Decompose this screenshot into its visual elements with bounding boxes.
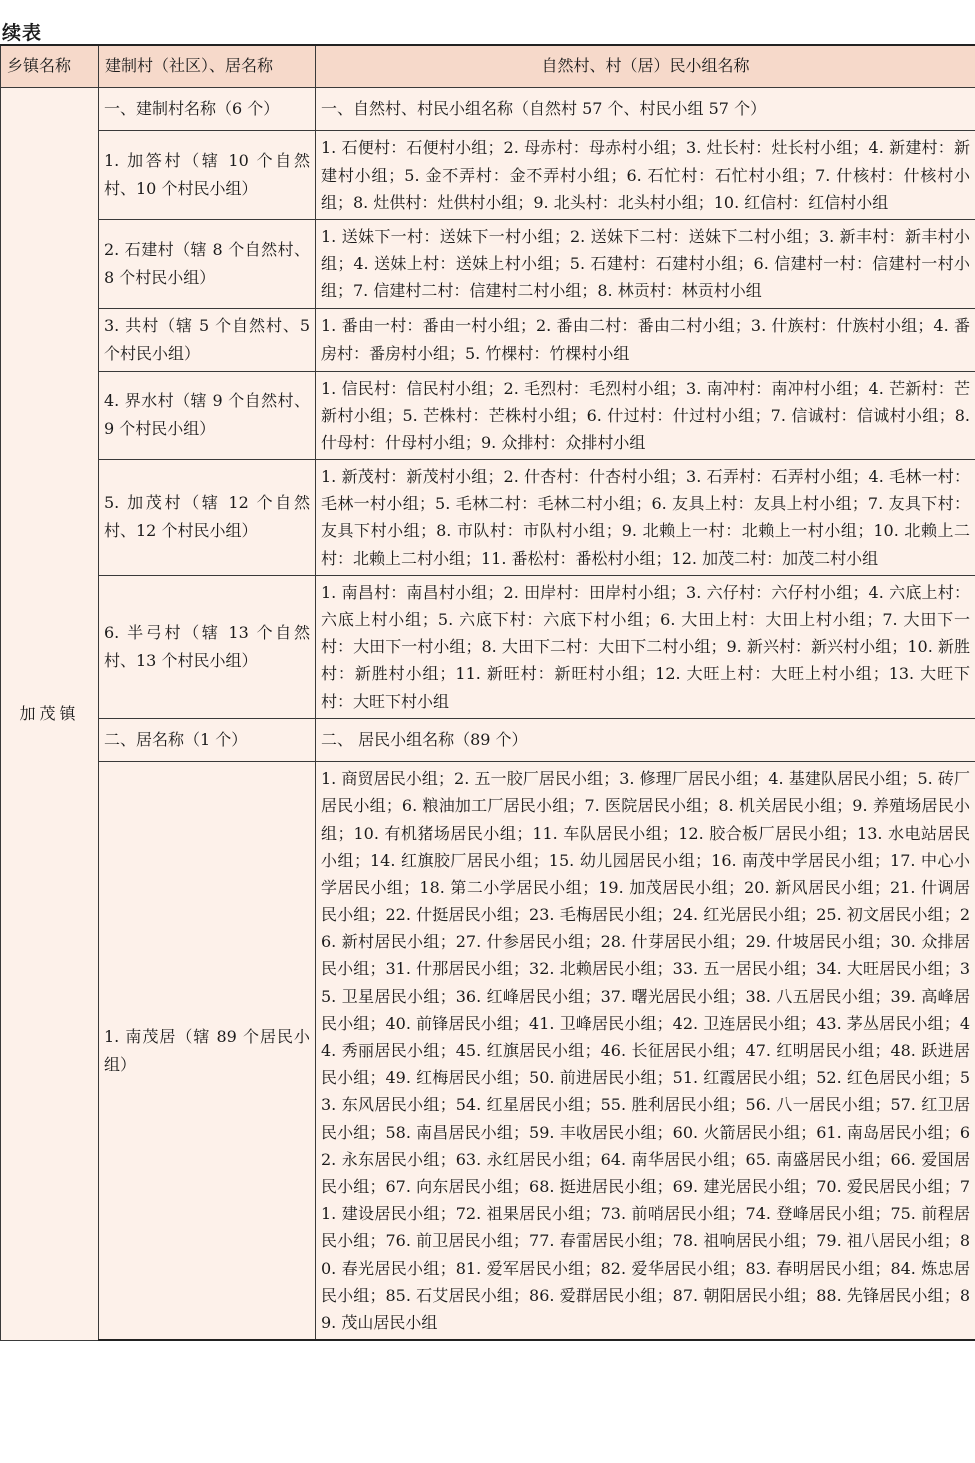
village-groups: 1. 石便村：石便村小组；2. 母赤村：母赤村小组；3. 灶长村：灶长村小组；4. 新建村：新建村小组；5. 金不弄村：金不弄村小组；6. 石忙村：石忙村小组；7. 什核村：什核村小组；8. 灶供村：灶供村小组；9. 北头村：北头村小组；10. 红信村：红信村小组	[316, 131, 975, 220]
village-row	[1, 371, 975, 460]
village-groups: 1. 送妹下一村：送妹下一村小组；2. 送妹下二村：送妹下二村小组；3. 新丰村：新丰村小组；4. 送妹上村：送妹上村小组；5. 石建村：石建村小组；6. 信建村一村：信建村一村小组；7. 信建村二村：信建村二村小组；8. 林贡村：林贡村小组	[316, 219, 975, 308]
village-name: 6. 半弓村（辖 13 个自然村、13 个村民小组）	[99, 575, 316, 718]
ju-groups: 1. 商贸居民小组；2. 五一胶厂居民小组；3. 修理厂居民小组；4. 基建队居民小组；5. 砖厂居民小组；6. 粮油加工厂居民小组；7. 医院居民小组；8. 机关居民小组；9. 养殖场居民小组；10. 有机猪场居民小组；11. 车队居民小组；12. 胶合板厂居民小组；13. 水电站居民小组；14. 红旗胶厂居民小组；15. 幼儿园居民小组；16. 南茂中学居民小组；17. 中心小学居民小组；18. 第二小学居民小组；19. 加茂居民小组；20. 新风居民小组；21. 什调居民小组；22. 什挺居民小组；23. 毛梅居民小组；24. 红光居民小组；25. 初文居民小组；26. 新村居民小组；27. 什参居民小组；28. 什芽居民小组；29. 什坡居民小组；30. 众排居民小组；31. 什那居民小组；32. 北赖居民小组；33. 五一居民小组；34. 大旺居民小组；35. 卫星居民小组；36. 红峰居民小组；37. 曙光居民小组；38. 八五居民小组；39. 高峰居民小组；40. 前锋居民小组；41. 卫峰居民小组；42. 卫连居民小组；43. 茅丛居民小组；44. 秀丽居民小组；45. 红旗居民小组；46. 长征居民小组；47. 红明居民小组；48. 跃进居民小组；49. 红梅居民小组；50. 前进居民小组；51. 红霞居民小组；52. 红色居民小组；53. 东风居民小组；54. 红星居民小组；55. 胜利居民小组；56. 八一居民小组；57. 红卫居民小组；58. 南昌居民小组；59. 丰收居民小组；60. 火箭居民小组；61. 南岛居民小组；62. 永东居民小组；63. 永红居民小组；64. 南华居民小组；65. 南盛居民小组；66. 爱国居民小组；67. 向东居民小组；68. 挺进居民小组；69. 建光居民小组；70. 爱民居民小组；71. 建设居民小组；72. 祖果居民小组；73. 前哨居民小组；74. 登峰居民小组；75. 前程居民小组；76. 前卫居民小组；77. 春雷居民小组；78. 祖响居民小组；79. 祖八居民小组；80. 春光居民小组；81. 爱军居民小组；82. 爱华居民小组；83. 春明居民小组；84. 炼忠居民小组；85. 石艾居民小组；86. 爱群居民小组；87. 朝阳居民小组；88. 先锋居民小组；89. 茂山居民小组	[316, 762, 975, 1340]
town-name: 加茂镇	[1, 88, 99, 1341]
settlement-table	[0, 44, 975, 1341]
ju-section-subtitle: 二、 居民小组名称（89 个）	[316, 718, 975, 761]
village-groups: 1. 信民村：信民村小组；2. 毛烈村：毛烈村小组；3. 南冲村：南冲村小组；4. 芒新村：芒新村小组；5. 芒株村：芒株村小组；6. 什过村：什过村小组；7. 信诚村：信诚村小组；8. 什母村：什母村小组；9. 众排村：众排村小组	[316, 371, 975, 460]
village-row	[1, 308, 975, 371]
village-groups: 1. 番由一村：番由一村小组；2. 番由二村：番由二村小组；3. 什族村：什族村小组；4. 番房村：番房村小组；5. 竹棵村：竹棵村小组	[316, 308, 975, 371]
header-natural-village: 自然村、村（居）民小组名称	[316, 45, 975, 88]
header-town: 乡镇名称	[1, 45, 99, 88]
village-section-row	[1, 88, 975, 131]
village-name: 4. 界水村（辖 9 个自然村、9 个村民小组）	[99, 371, 316, 460]
village-name: 5. 加茂村（辖 12 个自然村、12 个村民小组）	[99, 460, 316, 576]
village-groups: 1. 南昌村：南昌村小组；2. 田岸村：田岸村小组；3. 六仔村：六仔村小组；4. 六底上村：六底上村小组；5. 六底下村：六底下村小组；6. 大田上村：大田上村小组；7. 大田下一村：大田下一村小组；8. 大田下二村：大田下二村小组；9. 新兴村：新兴村小组；10. 新胜村：新胜村小组；11. 新旺村：新旺村小组；12. 大旺上村：大旺上村小组；13. 大旺下村：大旺下村小组	[316, 575, 975, 718]
village-section-subtitle: 一、自然村、村民小组名称（自然村 57 个、村民小组 57 个）	[316, 88, 975, 131]
ju-row	[1, 762, 975, 1340]
settlement-table-container	[0, 44, 975, 1341]
village-section-title: 一、建制村名称（6 个）	[99, 88, 316, 131]
header-admin-village: 建制村（社区）、居名称	[99, 45, 316, 88]
village-row	[1, 219, 975, 308]
ju-section-title: 二、居名称（1 个）	[99, 718, 316, 761]
header-row	[1, 45, 975, 88]
village-row	[1, 131, 975, 220]
table-caption: 续表	[2, 22, 43, 44]
village-name: 2. 石建村（辖 8 个自然村、8 个村民小组）	[99, 219, 316, 308]
village-groups: 1. 新茂村：新茂村小组；2. 什杏村：什杏村小组；3. 石弄村：石弄村小组；4. 毛林一村：毛林一村小组；5. 毛林二村：毛林二村小组；6. 友具上村：友具上村小组；7. 友具下村：友具下村小组；8. 市队村：市队村小组；9. 北赖上一村：北赖上一村小组；10. 北赖上二村：北赖上二村小组；11. 番松村：番松村小组；12. 加茂二村：加茂二村小组	[316, 460, 975, 576]
ju-section-row	[1, 718, 975, 761]
village-row	[1, 460, 975, 576]
ju-name: 1. 南茂居（辖 89 个居民小组）	[99, 762, 316, 1340]
village-name: 1. 加答村（辖 10 个自然村、10 个村民小组）	[99, 131, 316, 220]
village-row	[1, 575, 975, 718]
village-name: 3. 共村（辖 5 个自然村、5 个村民小组）	[99, 308, 316, 371]
